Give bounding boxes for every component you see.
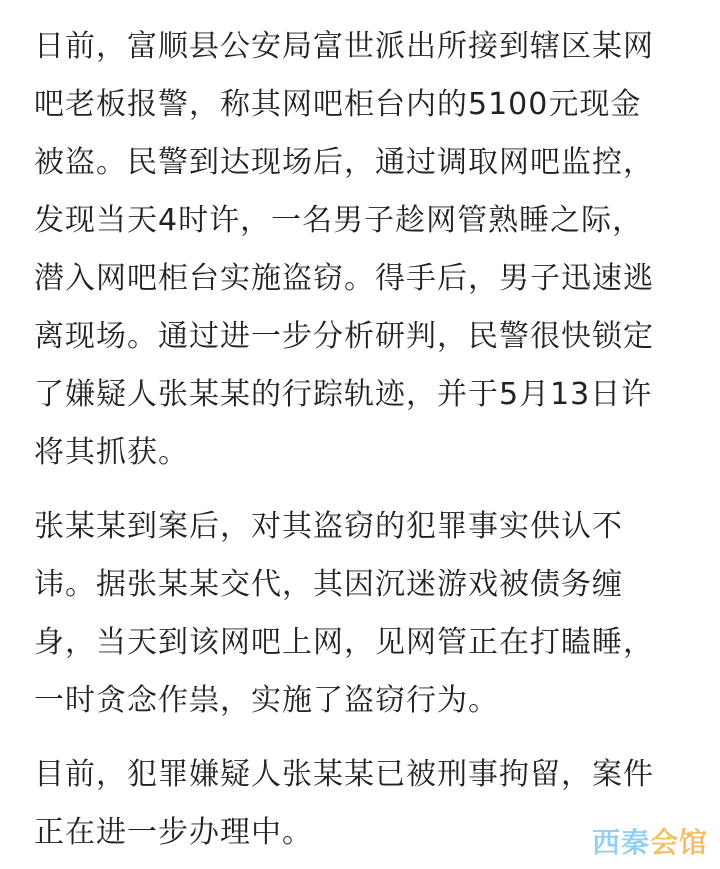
watermark-text-part2: 会馆 <box>649 826 708 859</box>
paragraph-report: 日前，富顺县公安局富世派出所接到辖区某网 吧老板报警，称其网吧柜台内的5100元现金 被盗。民警到达现场后，通过调取网吧监控， 发现当天4时许，一名男子趁网管熟睡之际， 潜入网吧柜台实施盗窃。得手后，男子迅速逃 离现场。通过进一步分析研判，民警很快锁定 了嫌疑人张某某的行踪轨迹，并于5月13日许 将其抓获。 <box>34 29 654 470</box>
paragraph-confession: 张某某到案后，对其盗窃的犯罪事实供认不 讳。据张某某交代，其因沉迷游戏被债务缠 身，当天到该网吧上网，见网管正在打瞌睡， 一时贪念作祟，实施了盗窃行为。 <box>34 509 654 718</box>
paragraph-status: 目前，犯罪嫌疑人张某某已被刑事拘留，案件 正在进一步办理中。 <box>34 757 654 850</box>
watermark-text-part1: 西秦 <box>591 826 650 859</box>
article-body <box>34 18 694 862</box>
watermark-logo <box>592 821 708 861</box>
